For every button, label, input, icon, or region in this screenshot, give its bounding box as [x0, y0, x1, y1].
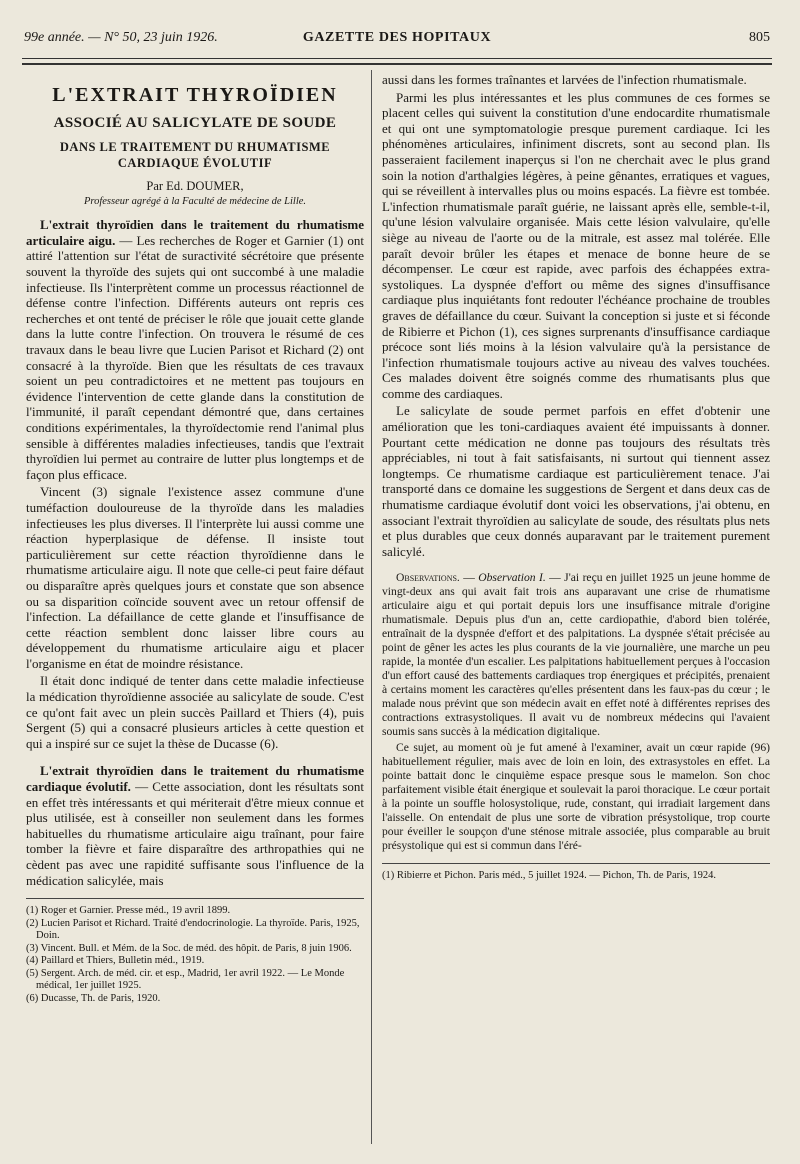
footnote: (6) Ducasse, Th. de Paris, 1920. — [26, 992, 161, 1004]
observation-paragraph: Observations. — Observation I. — J'ai reçu en juillet 1925 un jeune homme de vingt-deux ans qui avait fait trois ans auparavant une crise de rhumatisme articulaire aigu et qui portait depuis lors une insuffisance mitrale d'origine rhumatismale. Depuis plus d'un an, cette cardiopathie, d'abord bien tolérée, entraînait de la dyspnée d'effort et des palpitations. La dyspnée s'était précisée au point de gêner les actes les plus courants de la vie journalière, une marche un peu rapide, la montée d'un escalier. Les palpitations habituellement perçues à l'occasion d'un effort causé des battements cardiaques trop énergiques et précipités, prenaient à certains moment les caractères qu'elles présentent dans les faux-pas du cœur ; le malade nous prévint que son médecin avait en effet noté à différentes reprises des contractions extrasystoliques. Il avait vu de nombreux médecins qui l'avaient soumis sans succès à la médication digitalique. — [382, 571, 770, 739]
running-header — [24, 30, 770, 50]
observation-label: Observation I. — [478, 571, 546, 585]
footnote: (1) Roger et Garnier. Presse méd., 19 avril 1899. — [26, 905, 231, 917]
paragraph: aussi dans les formes traînantes et larvées de l'infection rhumatismale. — [382, 72, 747, 87]
footnote: (4) Paillard et Thiers, Bulletin méd., 1919. — [26, 955, 205, 967]
page-number: 805 — [749, 30, 770, 45]
author-byline: Par Ed. DOUMER, — [146, 179, 244, 194]
paragraph — [26, 217, 364, 482]
footnote: (5) Sergent. Arch. de méd. cir. et esp., Madrid, 1er avril 1922. — Le Monde médical, 1er juillet 1925. — [26, 967, 345, 992]
footnote-rule — [382, 863, 770, 864]
paragraph-text: — J'ai reçu en juillet 1925 un jeune homme de vingt-deux ans qui avait fait trois ans auparavant une crise de rhumatisme articulaire aigu et qui portait depuis lors une insuffisance mitrale d'origine rhumatismale. Depuis plus d'un an, cette cardiopathie, d'abord bien tolérée, entraînait de la dyspnée d'effort et des palpitations. La dyspnée s'était précisée au point de gêner les actes les plus courants de la vie journalière, une marche un peu rapide, la montée d'un escalier. Les palpitations habituellement perçues à l'occasion d'un effort causé des battements cardiaques trop énergiques et précipités, prenaient à certains moment les caractères qu'elles présentent dans les faux-pas du cœur ; le malade nous prévint que son médecin avait en effet noté à différentes reprises des contractions extrasystoliques. Il avait vu de nombreux médecins qui l'avaient soumis sans succès à la médication digitalique. — [382, 571, 770, 739]
paragraph-text: — Cette association, dont les résultats sont en effet très intéressants et qui mériterait d'être mieux connue et plus utilisée, est à conseiller non seulement dans les formes habituelles du rhumatisme articulaire aigu traînant, pour faire tomber la fièvre et faire disparaître des arthropathies qui ne cèdent pas avec une rapidité suffisante sous l'influence de la médication salicylée, mais — [26, 779, 364, 888]
issue-info: 99e année. — N° 50, 23 juin 1926. — [24, 30, 218, 45]
footnote: (2) Lucien Parisot et Richard. Traité d'endocrinologie. La thyroïde. Paris, 1925, Doin. — [26, 917, 360, 942]
paragraph — [26, 763, 364, 888]
paragraph: Vincent (3) signale l'existence assez commune d'une tuméfaction douloureuse de la thyroïde dans les maladies infectieuses les plus diverses. Il l'interprète lui aussi comme une réaction hyperplasique de défense. Il insiste tout particulièrement sur cette réaction thyroïdienne dans le rhumatisme articulaire aigu. Il note que celle-ci peut faire défaut ou disparaître après quelques jours et constate que son absence ou sa disparition coïncide souvent avec un retour offensif de l'infection. La défaillance de cette glande et l'insuffisance de cette réaction semblent donc laisser libre cours au développement du rhumatisme articulaire aigu et placer l'organisme en état de moindre résistance. — [26, 484, 364, 671]
footnotes — [26, 905, 364, 1005]
section-lead: L'extrait thyroïdien dans le traitement du rhumatisme articulaire aigu. — [26, 217, 364, 248]
journal-title: GAZETTE DES HOPITAUX — [302, 30, 492, 45]
left-column — [26, 72, 364, 1136]
header-rule — [22, 58, 772, 59]
article-subtitle: ASSOCIÉ AU SALICYLATE DE SOUDE — [53, 115, 337, 131]
paragraph: Le salicylate de soude permet parfois en effet d'obtenir une amélioration que les toni-cardiaques avaient été impuissants à donner. Pourtant cette médication ne donne pas toujours des résultats très appréciables, ni tout à fait satisfaisants, ni surtout qui tiennent assez longtemps. Ce rhumatisme cardiaque est particulièrement tenace. J'ai transporté dans ce domaine les suggestions de Sergent et dans deux cas de rhumatisme cardiaque évolutif dont voici les observations, j'ai obtenu, en associant l'extrait thyroïdien au salicylate de soude, des résultats plus nets et plus durables que ceux donnés auparavant par le traitement purement salicylé. — [382, 403, 770, 559]
header-rule-thick — [22, 63, 772, 65]
article-subtitle-2: DANS LE TRAITEMENT DU RHUMATISME CARDIAQUE ÉVOLUTIF — [59, 140, 331, 170]
paragraph: Il était donc indiqué de tenter dans cette maladie infectieuse la médication thyroïdienne associée au salicylate de soude. C'est ce qu'ont fait avec un plein succès Paillard et Thiers (4), puis Sergent (5) qui a consacré plusieurs articles à cette question et qui a inspiré sur ce sujet la thèse de Ducasse (6). — [26, 673, 364, 751]
article-title: L'EXTRAIT THYROÏDIEN — [52, 84, 338, 106]
author-role: Professeur agrégé à la Faculté de médecine de Lille. — [83, 196, 307, 208]
footnote: (1) Ribierre et Pichon. Paris méd., 5 juillet 1924. — Pichon, Th. de Paris, 1924. — [382, 870, 717, 882]
footnote: (3) Vincent. Bull. et Mém. de la Soc. de méd. des hôpit. de Paris, 8 juin 1906. — [26, 942, 352, 954]
paragraph: Parmi les plus intéressantes et les plus communes de ces formes se placent celles qui suivent la constitution d'une endocardite rhumatismale et qui ont une symptomatologie presque purement cardiaque. Ici les phénomènes articulaires, infiniment discrets, sont au second plan. Ils passeraient facilement inaperçus si l'on ne cherchait avec le plus grand soin la notion d'arthalgies légères, à peine gênantes, erratiques et vagues, qui se réveillent à intervalles plus ou moins espacés. La fièvre est tombée. L'infection rhumatismale paraît guérie, ne laissant après elle, semble-t-il, qu'une lésion valvulaire organisée. Mais cette lésion valvulaire, qu'elle siège au niveau de l'aorte ou de la mitrale, est assez mal tolérée. Elle paraît devoir brûler les étapes et menace de bonne heure de se décompenser. Le cœur est rapide, avec parfois des échappées extra-systoliques. La dyspnée d'effort ou même des signes d'insuffisance cardiaque plus inquiétants font redouter l'échéance prochaine de troubles graves de défaillance du cœur. Suivant la conception si juste et si féconde de Ribierre et Pichon (1), ces signes surprenants d'insuffisance cardiaque précoce sont liés moins à la lésion valvulaire qu'à la persistance de l'infection rhumatismale toujours active au niveau des valves touchées. Ces malades doivent être soignés comme des rhumatisants plus que comme des cardiaques. — [382, 89, 770, 401]
column-divider — [371, 70, 372, 1144]
footnote-rule — [26, 898, 364, 899]
observation-paragraph: Ce sujet, au moment où je fut amené à l'examiner, avait un cœur rapide (96) habituellement régulier, mais avec de loin en loin, des extrasystoles en effet. La pointe battait donc le cinquième espace presque sous le mamelon. Son choc parfaitement visible était énergique et soulevait la paroi thoracique. Le cœur portait à la pointe un souffle holosystolique, rude, constant, qui irradiait largement dans l'aisselle. On entendait de plus une sorte de vibration présystolique, trop courte pour éveiller le soupçon d'une sténose mitrale associée, plus comparable au bruit présystolique qui est si commun dans l'éré- — [382, 741, 770, 853]
right-column — [382, 72, 770, 1136]
observations-heading: Observations. — [396, 571, 460, 585]
section-lead: L'extrait thyroïdien dans le traitement du rhumatisme cardiaque évolutif. — [26, 763, 364, 795]
paragraph-text: — Les recherches de Roger et Garnier (1) ont attiré l'attention sur l'état de suractivité sécrétoire que présente souvent la thyroïde des sujets qui ont succombé à une maladie infectieuse. Ils l'interprètent comme un processus réactionnel de défense contre l'infection. Différents auteurs ont repris ces recherches et ont tenté de préciser le rôle que jouait cette glande dans la lutte contre l'infection. On trouvera le résumé de ces travaux dans le beau livre que Lucien Parisot et Richard (2) ont consacré à la thyroïde. Bien que les résultats de ces travaux soient un peu contradictoires et ne mettent pas toujours en évidence l'intervention de cette glande dans la constitution de l'immunité, il paraît cependant démontré que, dans certaines conditions expérimentales, la thyroïdectomie rend l'animal plus sensible à différentes maladies infectieuses, tandis que l'extrait thyroïdien lui permet au contraire de lutter plus longtemps et de façon plus efficace. — [26, 232, 364, 482]
